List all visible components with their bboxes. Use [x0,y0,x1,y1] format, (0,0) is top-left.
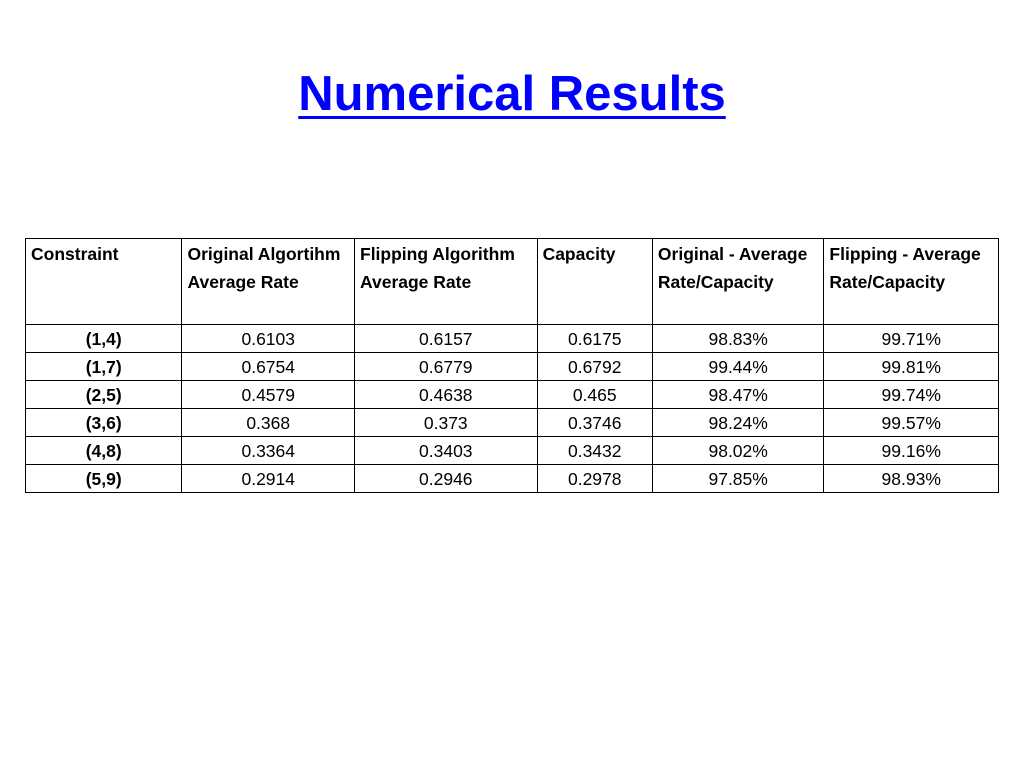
header-constraint: Constraint [26,239,182,325]
cell-original-rate-over-capacity: 97.85% [652,465,824,493]
cell-constraint: (5,9) [26,465,182,493]
cell-flipping-average-rate: 0.6157 [355,325,538,353]
cell-original-rate-over-capacity: 98.24% [652,409,824,437]
cell-flipping-rate-over-capacity: 99.74% [824,381,999,409]
table-row [26,409,999,437]
header-original-average-rate: Original Algortihm Average Rate [182,239,355,325]
cell-flipping-average-rate: 0.373 [355,409,538,437]
cell-constraint: (3,6) [26,409,182,437]
slide-title: Numerical Results [298,67,726,121]
cell-capacity: 0.6792 [537,353,652,381]
results-table [25,238,999,493]
table-row [26,437,999,465]
cell-original-average-rate: 0.6103 [182,325,355,353]
cell-original-rate-over-capacity: 98.02% [652,437,824,465]
cell-capacity: 0.6175 [537,325,652,353]
header-original-rate-over-capacity: Original - Average Rate/Capacity [652,239,824,325]
cell-flipping-rate-over-capacity: 99.16% [824,437,999,465]
cell-constraint: (4,8) [26,437,182,465]
cell-constraint: (1,7) [26,353,182,381]
cell-flipping-average-rate: 0.4638 [355,381,538,409]
cell-flipping-average-rate: 0.3403 [355,437,538,465]
cell-constraint: (1,4) [26,325,182,353]
cell-flipping-average-rate: 0.6779 [355,353,538,381]
cell-original-average-rate: 0.2914 [182,465,355,493]
cell-flipping-average-rate: 0.2946 [355,465,538,493]
cell-constraint: (2,5) [26,381,182,409]
cell-flipping-rate-over-capacity: 99.57% [824,409,999,437]
cell-original-rate-over-capacity: 99.44% [652,353,824,381]
cell-capacity: 0.465 [537,381,652,409]
cell-flipping-rate-over-capacity: 98.93% [824,465,999,493]
cell-original-average-rate: 0.6754 [182,353,355,381]
header-flipping-rate-over-capacity: Flipping - Average Rate/Capacity [824,239,999,325]
table-row [26,353,999,381]
cell-original-average-rate: 0.3364 [182,437,355,465]
cell-original-average-rate: 0.4579 [182,381,355,409]
cell-capacity: 0.3432 [537,437,652,465]
table-header [26,239,999,325]
cell-original-rate-over-capacity: 98.83% [652,325,824,353]
cell-flipping-rate-over-capacity: 99.71% [824,325,999,353]
cell-original-average-rate: 0.368 [182,409,355,437]
cell-capacity: 0.3746 [537,409,652,437]
cell-original-rate-over-capacity: 98.47% [652,381,824,409]
table-body [26,325,999,493]
header-capacity: Capacity [537,239,652,325]
table-row [26,381,999,409]
cell-capacity: 0.2978 [537,465,652,493]
table-row [26,465,999,493]
table-row [26,325,999,353]
cell-flipping-rate-over-capacity: 99.81% [824,353,999,381]
header-flipping-average-rate: Flipping Algorithm Average Rate [355,239,538,325]
header-row [26,239,999,325]
